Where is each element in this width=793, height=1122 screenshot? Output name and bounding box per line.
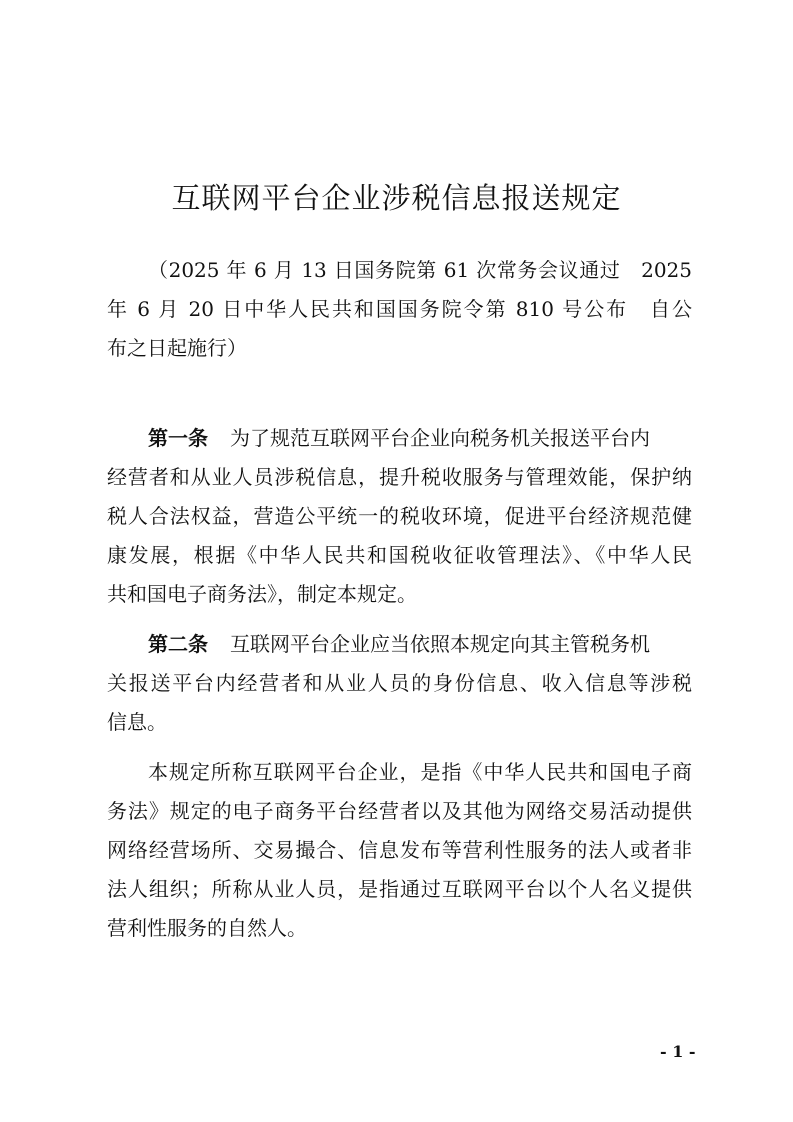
subtitle-line-3: 布之日起施行） [107,336,247,360]
subtitle-line-1: （2025 年 6 月 13 日国务院第 61 次常务会议通过 2025 [148,258,692,282]
paragraph-3-line-3: 网络经营场所、交易撮合、信息发布等营利性服务的法人或者非 [107,838,692,862]
article-1-line-3: 税人合法权益，营造公平统一的税收环境，促进平台经济规范健 [107,504,692,528]
document-title: 互联网平台企业涉税信息报送规定 [171,181,622,215]
article-2-line-3: 信息。 [107,710,167,734]
page-number: - 1 - [660,1042,696,1061]
article-2-first-line [148,630,692,658]
paragraph-3-line-1: 本规定所称互联网平台企业，是指《中华人民共和国电子商 [148,760,692,784]
article-1-heading: 第一条 [148,426,208,450]
article-1-line-1: 为了规范互联网平台企业向税务机关报送平台内 [230,426,650,450]
article-2-line-1: 互联网平台企业应当依照本规定向其主管税务机 [230,632,650,656]
article-2-heading: 第二条 [148,632,208,656]
article-1-line-2: 经营者和从业人员涉税信息，提升税收服务与管理效能，保护纳 [107,465,692,489]
paragraph-3-line-4: 法人组织；所称从业人员，是指通过互联网平台以个人名义提供 [107,877,692,901]
article-2-line-2: 关报送平台内经营者和从业人员的身份信息、收入信息等涉税 [107,671,692,695]
article-1-first-line [148,424,692,452]
paragraph-3-line-5: 营利性服务的自然人。 [107,916,307,940]
article-1-line-5: 共和国电子商务法》，制定本规定。 [107,582,417,606]
subtitle-line-2: 年 6 月 20 日中华人民共和国国务院令第 810 号公布 自公 [107,297,692,321]
article-1-line-4: 康发展，根据《中华人民共和国税收征收管理法》、《中华人民 [107,543,692,567]
paragraph-3-line-2: 务法》规定的电子商务平台经营者以及其他为网络交易活动提供 [107,799,692,823]
